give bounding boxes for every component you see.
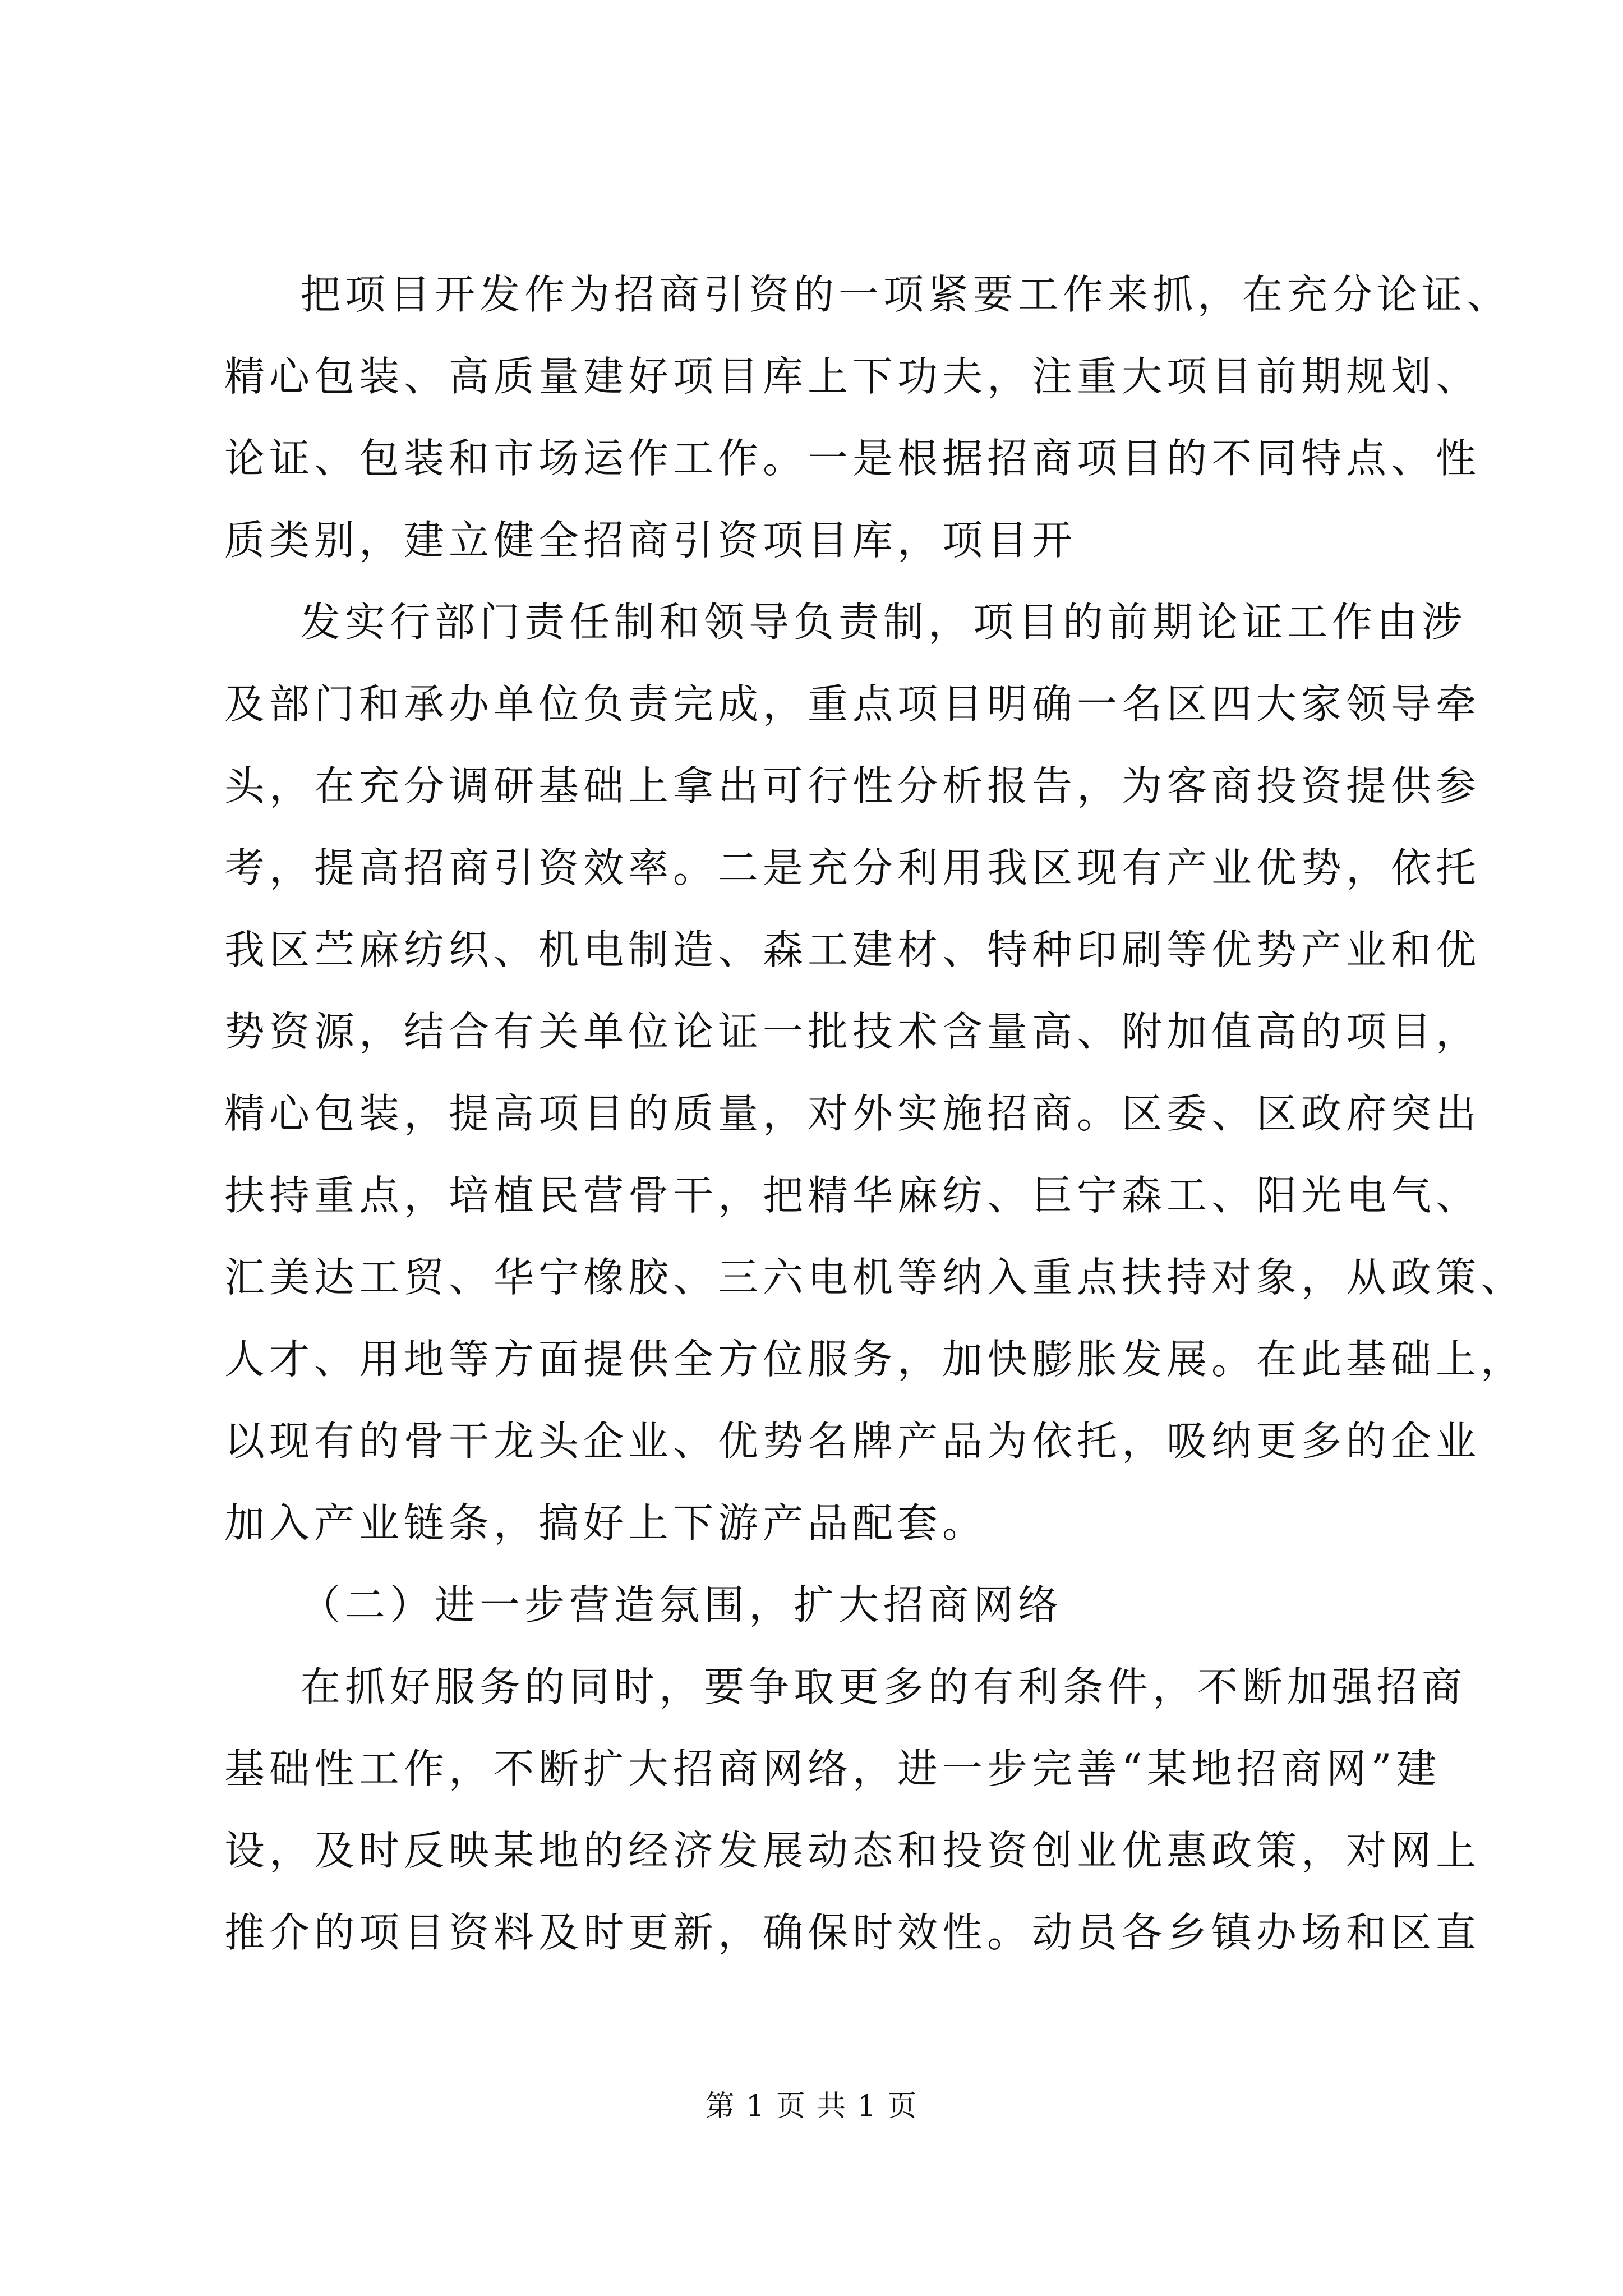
text-line: 在抓好服务的同时，要争取更多的有利条件，不断加强招商 <box>300 1663 1467 1710</box>
text-line: 考，提高招商引资效率。二是充分利用我区现有产业优势，依托 <box>224 844 1481 891</box>
text-line: 及部门和承办单位负责完成，重点项目明确一名区四大家领导牵 <box>224 680 1481 728</box>
text-line: 以现有的骨干龙头企业、优势名牌产品为依托，吸纳更多的企业 <box>224 1418 1481 1465</box>
text-line: 精心包装，提高项目的质量，对外实施招商。区委、区政府突出 <box>224 1090 1481 1137</box>
text-line: 头，在充分调研基础上拿出可行性分析报告，为客商投资提供参 <box>224 762 1481 809</box>
text-line: 论证、包装和市场运作工作。一是根据招商项目的不同特点、性 <box>224 435 1481 482</box>
text-line: 设，及时反映某地的经济发展动态和投资创业优惠政策，对网上 <box>224 1827 1481 1874</box>
text-line: 精心包装、高质量建好项目库上下功夫，注重大项目前期规划、 <box>224 353 1481 400</box>
text-line: 加入产业链条，搞好上下游产品配套。 <box>224 1499 988 1547</box>
text-line: 势资源，结合有关单位论证一批技术含量高、附加值高的项目， <box>224 1008 1481 1055</box>
text-line: 推介的项目资料及时更新，确保时效性。动员各乡镇办场和区直 <box>224 1909 1481 1956</box>
text-line: 扶持重点，培植民营骨干，把精华麻纺、巨宁森工、阳光电气、 <box>224 1172 1481 1219</box>
section-heading: （二）进一步营造氛围，扩大招商网络 <box>300 1581 1063 1628</box>
text-line: 人才、用地等方面提供全方位服务，加快膨胀发展。在此基础上， <box>224 1336 1526 1383</box>
text-line: 基础性工作，不断扩大招商网络，进一步完善“某地招商网”建 <box>224 1745 1441 1792</box>
text-line: 质类别，建立健全招商引资项目库，项目开 <box>224 517 1077 564</box>
text-line: 我区苎麻纺织、机电制造、森工建材、特种印刷等优势产业和优 <box>224 926 1481 973</box>
text-line: 汇美达工贸、华宁橡胶、三六电机等纳入重点扶持对象，从政策、 <box>224 1254 1526 1301</box>
text-line: 把项目开发作为招商引资的一项紧要工作来抓，在充分论证、 <box>300 271 1512 318</box>
page-footer: 第 1 页 共 1 页 <box>705 2090 918 2123</box>
text-line: 发实行部门责任制和领导负责制，项目的前期论证工作由涉 <box>300 599 1467 646</box>
